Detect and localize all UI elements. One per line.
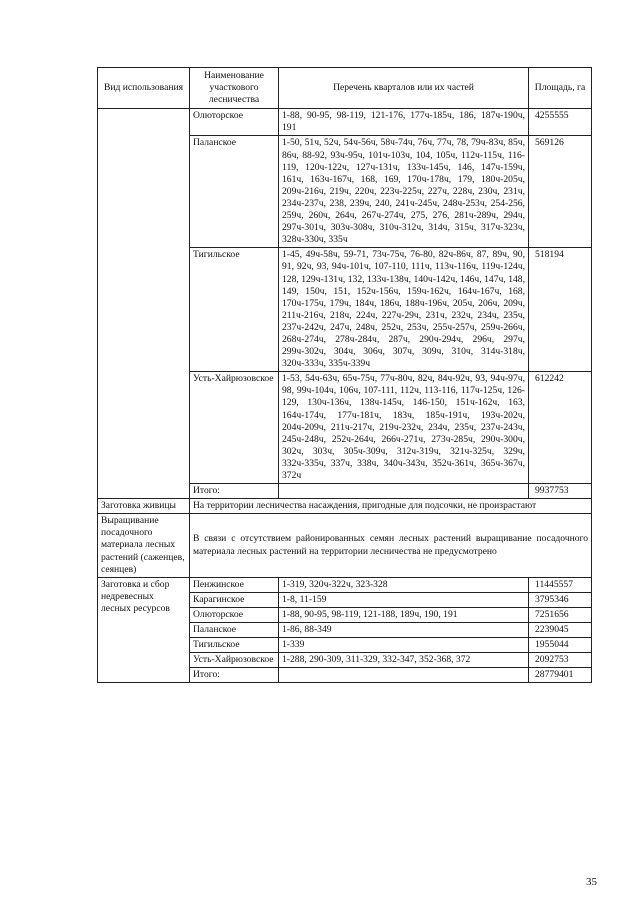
table-row	[98, 499, 592, 514]
forestry-name: Тигильское	[190, 248, 279, 372]
area-value: 1955044	[529, 638, 592, 653]
forestry-name: Пенжинское	[190, 577, 279, 592]
total-label: Итого:	[190, 668, 279, 683]
quarters-list: 1-288, 290-309, 311-329, 332-347, 352-368, 372	[279, 653, 529, 668]
area-value: 3795346	[529, 592, 592, 607]
area-value: 4255555	[529, 109, 592, 136]
forestry-name: Усть-Хайрюзовское	[190, 372, 279, 484]
header-forestry: Наименование участкового лесничества	[190, 68, 279, 109]
forestry-name: Паланское	[190, 136, 279, 248]
use-type: Заготовка живицы	[98, 499, 190, 514]
quarters-list: 1-339	[279, 638, 529, 653]
area-value: 2239045	[529, 623, 592, 638]
quarters-list: 1-53, 54ч-63ч, 65ч-75ч, 77ч-80ч, 82ч, 84ч-92ч, 93, 94ч-97ч, 98, 99ч-104ч, 106ч, 107-111, 112ч, 113-116, 117ч-125ч, 126-129, 130ч-136ч, 138ч-145ч, 146-150, 151ч-162ч, 163, 164ч-174ч, 177ч-181ч, 183ч, 185ч-191ч, 193ч-202ч, 204ч-209ч, 211ч-217ч, 219ч-232ч, 234ч, 235ч, 237ч-243ч, 245ч-248ч, 252ч-264ч, 266ч-271ч, 273ч-285ч, 290ч-300ч, 302ч, 303ч, 305ч-309ч, 312ч-319ч, 321ч-325ч, 329ч, 332ч-335ч, 337ч, 338ч, 340ч-343ч, 352ч-361ч, 365ч-367ч, 372ч	[279, 372, 529, 484]
table-row	[98, 577, 592, 592]
forestry-name: Паланское	[190, 623, 279, 638]
total-area: 28779401	[529, 668, 592, 683]
total-area: 9937753	[529, 484, 592, 499]
forest-use-table	[97, 67, 592, 683]
forestry-name: Олюторское	[190, 109, 279, 136]
quarters-list: 1-88, 90-95, 98-119, 121-176, 177ч-185ч, 186, 187ч-190ч, 191	[279, 109, 529, 136]
quarters-list: 1-88, 90-95, 98-119, 121-188, 189ч, 190, 191	[279, 607, 529, 622]
page-number: 35	[586, 876, 597, 888]
total-empty	[279, 668, 529, 683]
table-row	[98, 109, 592, 136]
quarters-list: 1-50, 51ч, 52ч, 54ч-56ч, 58ч-74ч, 76ч, 77ч, 78, 79ч-83ч, 85ч, 86ч, 88-92, 93ч-95ч, 101ч-103ч, 104, 105ч, 112ч-115ч, 116-119, 120ч-122ч, 127ч-131ч, 133ч-145ч, 146, 147ч-159ч, 161ч, 163ч-167ч, 168, 169, 170ч-178ч, 179, 180ч-205ч, 209ч-216ч, 219ч, 220ч, 223ч-225ч, 227ч, 228ч, 230ч, 231ч, 234ч-237ч, 238, 239ч, 240, 241ч-245ч, 248ч-253ч, 254-256, 259ч, 260ч, 264ч, 267ч-274ч, 275, 276, 281ч-289ч, 294ч, 297ч-301ч, 303ч-308ч, 310ч-312ч, 314ч, 315ч, 317ч-323ч, 328ч-330ч, 335ч	[279, 136, 529, 248]
header-area: Площадь, га	[529, 68, 592, 109]
use-note: На территории лесничества насаждения, пригодные для подсочки, не произрастают	[190, 499, 592, 514]
header-row	[98, 68, 592, 109]
use-note: В связи с отсутствием районированных семян лесных растений выращивание посадочного материала лесных растений на территории лесничества не предусмотрено	[190, 514, 592, 577]
total-label: Итого:	[190, 484, 279, 499]
header-use: Вид использования	[98, 68, 190, 109]
quarters-list: 1-86, 88-349	[279, 623, 529, 638]
use-type: Заготовка и сбор недревесных лесных ресурсов	[98, 577, 190, 683]
forestry-name: Карагинское	[190, 592, 279, 607]
area-value: 7251656	[529, 607, 592, 622]
forestry-name: Олюторское	[190, 607, 279, 622]
area-value: 569126	[529, 136, 592, 248]
area-value: 518194	[529, 248, 592, 372]
area-value: 612242	[529, 372, 592, 484]
use-type: Выращивание посадочного материала лесных растений (саженцев, сеянцев)	[98, 514, 190, 577]
area-value: 11445557	[529, 577, 592, 592]
total-empty	[279, 484, 529, 499]
quarters-list: 1-8, 11-159	[279, 592, 529, 607]
forestry-name: Тигильское	[190, 638, 279, 653]
header-quarters: Перечень кварталов или их частей	[279, 68, 529, 109]
table-row	[98, 514, 592, 577]
quarters-list: 1-45, 49ч-58ч, 59-71, 73ч-75ч, 76-80, 82ч-86ч, 87, 89ч, 90, 91, 92ч, 93, 94ч-101ч, 107-110, 111ч, 113ч-116ч, 119ч-124ч, 128, 129ч-131ч, 132, 133ч-138ч, 140ч-142ч, 146ч, 147ч, 148, 149, 150ч, 151, 152ч-156ч, 159ч-162ч, 164ч-167ч, 168, 170ч-175ч, 179ч, 184ч, 186ч, 188ч-196ч, 205ч, 206ч, 209ч, 211ч-216ч, 218ч, 224ч, 227ч-29ч, 231ч, 232ч, 234ч, 235ч, 237ч-242ч, 247ч, 248ч, 252ч, 253ч, 255ч-257ч, 259ч-266ч, 268ч-274ч, 278ч-284ч, 287ч, 290ч-294ч, 296ч, 297ч, 299ч-302ч, 304ч, 306ч, 307ч, 309ч, 310ч, 314ч-318ч, 320ч-333ч, 335ч-339ч	[279, 248, 529, 372]
quarters-list: 1-319, 320ч-322ч, 323-328	[279, 577, 529, 592]
forestry-name: Усть-Хайрюзовское	[190, 653, 279, 668]
area-value: 2092753	[529, 653, 592, 668]
use-cell-continued	[98, 109, 190, 499]
